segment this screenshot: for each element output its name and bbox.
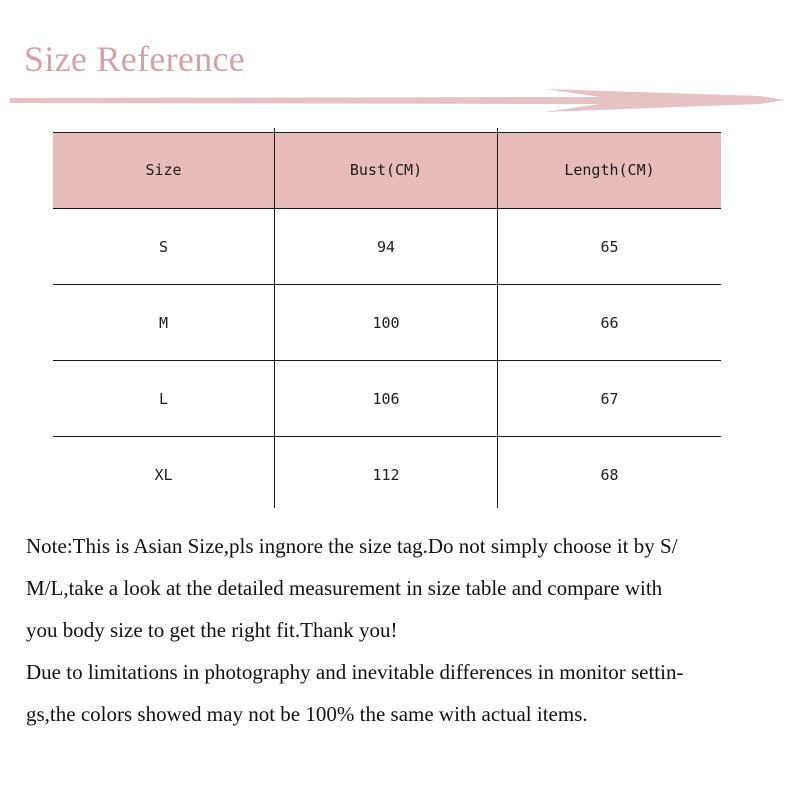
note-line: Note:This is Asian Size,pls ingnore the size tag.Do not simply choose it by S/	[26, 534, 678, 558]
column-header-size: Size	[145, 161, 182, 179]
size-cell: XL	[154, 466, 173, 484]
size-cell: L	[158, 390, 169, 408]
size-note	[26, 525, 786, 735]
table-row	[53, 437, 721, 513]
note-line: gs,the colors showed may not be 100% the same with actual items.	[26, 702, 588, 726]
page-title: Size Reference	[24, 39, 246, 79]
length-cell: 66	[600, 314, 619, 332]
size-cell: M	[158, 314, 169, 332]
note-line: M/L,take a look at the detailed measurement in size table and compare with	[26, 576, 663, 600]
table-row	[53, 209, 721, 285]
column-header-bust: Bust(CM)	[349, 161, 423, 179]
size-table	[53, 128, 721, 508]
note-line: Due to limitations in photography and inevitable differences in monitor settin-	[26, 660, 684, 684]
note-line: you body size to get the right fit.Thank you!	[26, 618, 398, 642]
table-rule	[53, 360, 721, 361]
bust-cell: 112	[372, 466, 400, 484]
table-header-row	[53, 132, 721, 208]
bust-cell: 100	[372, 314, 400, 332]
table-row	[53, 285, 721, 361]
table-rule	[53, 132, 721, 133]
table-row	[53, 361, 721, 437]
column-divider	[497, 128, 498, 508]
column-divider	[274, 128, 275, 508]
bust-cell: 106	[372, 390, 400, 408]
size-cell: S	[158, 238, 169, 256]
table-rule	[53, 208, 721, 209]
length-cell: 68	[600, 466, 619, 484]
length-cell: 67	[600, 390, 619, 408]
decorative-arrow	[0, 84, 800, 116]
table-rule	[53, 284, 721, 285]
column-header-length: Length(CM)	[564, 161, 655, 179]
bust-cell: 94	[376, 238, 396, 256]
table-rule	[53, 436, 721, 437]
length-cell: 65	[600, 238, 619, 256]
